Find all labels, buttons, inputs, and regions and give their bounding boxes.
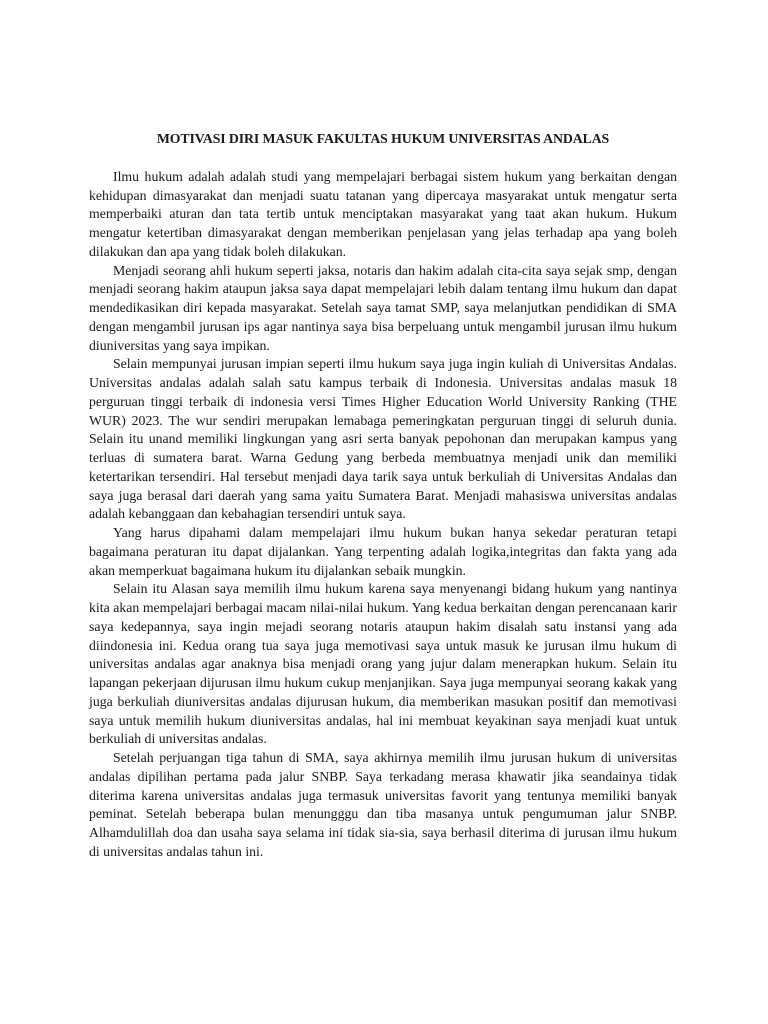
document-title: MOTIVASI DIRI MASUK FAKULTAS HUKUM UNIVERSITAS ANDALAS (156, 131, 610, 146)
document-page (89, 130, 677, 862)
paragraph-4: Yang harus dipahami dalam mempelajari ilmu hukum bukan hanya sekedar peraturan tetapi bagaimana peraturan itu dapat dijalankan. Yang terpenting adalah logika,integritas dan fakta yang ada akan memperkuat bagaimana hukum itu dijalankan sebaik mungkin. (89, 525, 677, 578)
paragraph-3: Selain mempunyai jurusan impian seperti ilmu hukum saya juga ingin kuliah di Universitas Andalas. Universitas andalas adalah salah satu kampus terbaik di Indonesia. Universitas andalas masuk 18 perguruan tinggi terbaik di indonesia versi Times Higher Education World University Ranking (THE WUR) 2023. The wur sendiri merupakan lemabaga pemeringkatan perguruan tinggi di seluruh dunia. Selain itu unand memiliki lingkungan yang asri serta banyak pepohonan dan merupakan kampus yang terluas di sumatera barat. Warna Gedung yang berbeda membuatnya menjadi unik dan memiliki ketertarikan tersendiri. Hal tersebut menjadi daya tarik saya untuk berkuliah di Universitas Andalas dan saya juga berasal dari daerah yang sama yaitu Sumatera Barat. Menjadi mahasiswa universitas andalas adalah kebanggaan dan kebahagian tersendiri untuk saya. (89, 356, 677, 522)
paragraph-6: Setelah perjuangan tiga tahun di SMA, saya akhirnya memilih ilmu jurusan hukum di universitas andalas dipilihan pertama pada jalur SNBP. Saya terkadang merasa khawatir jika seandainya tidak diterima karena universitas andalas juga termasuk universitas favorit yang tentunya memiliki banyak peminat. Setelah beberapa bulan menungggu dan tiba masanya untuk pengumuman jalur SNBP. Alhamdulillah doa dan usaha saya selama ini tidak sia-sia, saya berhasil diterima di jurusan ilmu hukum di universitas andalas tahun ini. (89, 750, 677, 859)
paragraph-5: Selain itu Alasan saya memilih ilmu hukum karena saya menyenangi bidang hukum yang nantinya kita akan mempelajari berbagai macam nilai-nilai hukum. Yang kedua berkaitan dengan perencanaan karir saya kedepannya, saya ingin mejadi seorang notaris ataupun hakim disalah satu instansi yang ada diindonesia ini. Kedua orang tua saya juga memotivasi saya untuk masuk ke jurusan ilmu hukum di universitas andalas agar anaknya bisa menjadi orang yang jujur dalam menerapkan hukum. Selain itu lapangan pekerjaan dijurusan ilmu hukum cukup menjanjikan. Saya juga mempunyai seorang kakak yang juga berkuliah diuniversitas andalas dijurusan hukum, dia memberikan masukan positif dan memotivasi saya untuk memilih hukum diuniversitas andalas, hal ini membuat keyakinan saya menjadi kuat untuk berkuliah di universitas andalas. (89, 581, 677, 747)
paragraph-1: Ilmu hukum adalah adalah studi yang mempelajari berbagai sistem hukum yang berkaitan dengan kehidupan dimasyarakat dan menjadi suatu tatanan yang dipercaya masyarakat untuk mengatur serta memperbaiki aturan dan tata tertib untuk menciptakan masyarakat yang taat akan hukum. Hukum mengatur ketertiban dimasyarakat dengan memberikan penjelasan yang jelas terhadap apa yang boleh dilakukan dan apa yang tidak boleh dilakukan. (89, 168, 677, 259)
paragraph-2: Menjadi seorang ahli hukum seperti jaksa, notaris dan hakim adalah cita-cita saya sejak smp, dengan menjadi seorang hakim ataupun jaksa saya dapat mempelajari lebih dalam tentang ilmu hukum dan dapat mendedikasikan diri kepada masyarakat. Setelah saya tamat SMP, saya melanjutkan pendidikan di SMA dengan mengambil jurusan ips agar nantinya saya bisa berpeluang untuk mengambil jurusan ilmu hukum diuniversitas yang saya impikan. (89, 262, 677, 353)
